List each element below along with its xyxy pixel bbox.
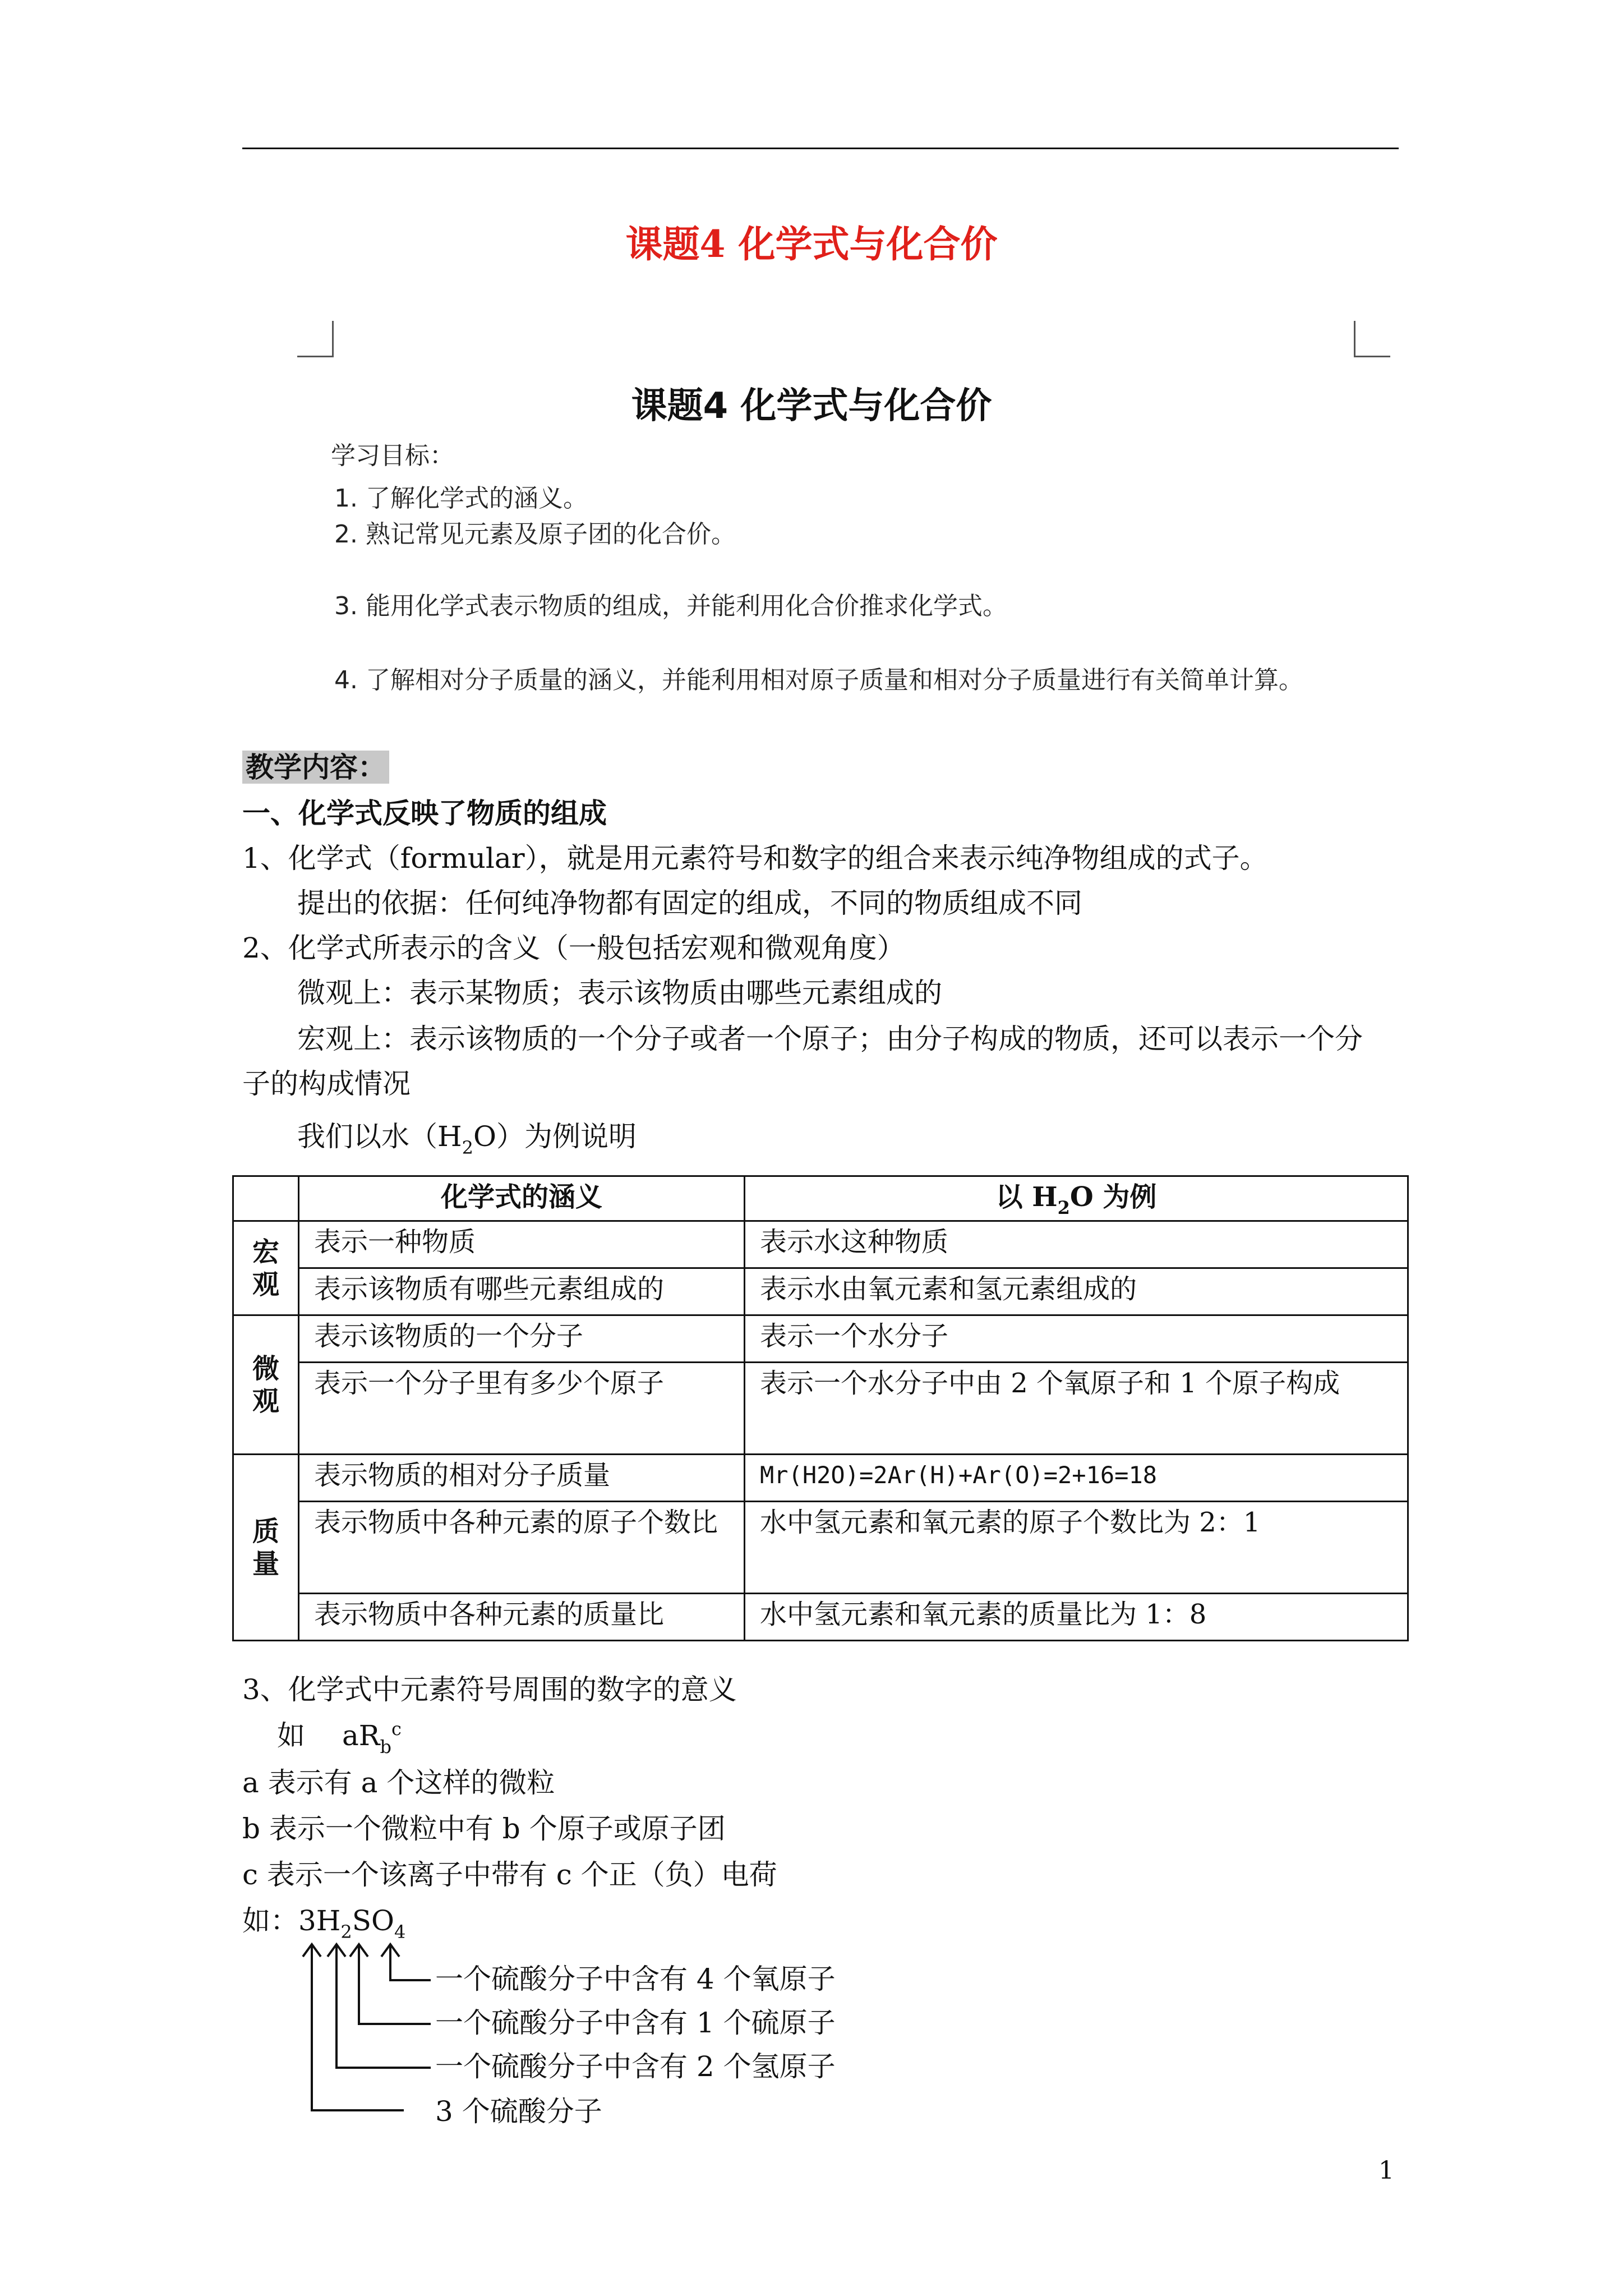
paragraph-1: 1、化学式（formular），就是用元素符号和数字的组合来表示纯净物组成的式子。 xyxy=(242,842,1268,875)
objective-1: 1. 了解化学式的涵义。 xyxy=(334,484,588,513)
table-cell: 表示物质中各种元素的原子个数比 xyxy=(299,1502,745,1594)
table-cell: 表示一个分子里有多少个原子 xyxy=(299,1363,745,1455)
table-header-meaning: 化学式的涵义 xyxy=(299,1176,745,1221)
table-cell: 水中氢元素和氧元素的质量比为 1：8 xyxy=(745,1594,1408,1641)
meaning-c: c 表示一个该离子中带有 c 个正（负）电荷 xyxy=(242,1858,777,1891)
table-cell: 表示一种物质 xyxy=(299,1221,745,1268)
category-mass: 质量 xyxy=(233,1455,299,1641)
table-cell: Mr(H2O)=2Ar(H)+Ar(O)=2+16=18 xyxy=(745,1455,1408,1502)
paragraph-7: 我们以水$(H_2O)$为例说明 xyxy=(297,1120,637,1158)
table-cell: 表示水由氧元素和氢元素组成的 xyxy=(745,1268,1408,1315)
objective-4: 4. 了解相对分子质量的涵义，并能利用相对原子质量和相对分子质量进行有关简单计算。 xyxy=(334,666,1303,694)
meaning-b: b 表示一个微粒中有 b 个原子或原子团 xyxy=(242,1812,726,1845)
h2so4-example: 如：$3H_2SO_4$ xyxy=(242,1904,406,1943)
section-heading: 一、化学式反映了物质的组成 xyxy=(242,797,607,830)
paragraph-6: 子的构成情况 xyxy=(242,1068,411,1100)
paragraph-5: 宏观上：表示该物质的一个分子或者一个原子；由分子构成的物质，还可以表示一个分 xyxy=(297,1023,1363,1055)
image-title: 课题4 化学式与化合价 xyxy=(631,385,992,427)
paragraph-2: 提出的依据：任何纯净物都有固定的组成，不同的物质组成不同 xyxy=(297,887,1082,919)
objective-2: 2. 熟记常见元素及原子团的化合价。 xyxy=(334,520,736,549)
table-cell: 表示该物质有哪些元素组成的 xyxy=(299,1268,745,1315)
table-cell: 表示一个水分子中由 2 个氧原子和 1 个原子构成 xyxy=(745,1363,1408,1455)
page-number: 1 xyxy=(1378,2156,1394,2185)
annotation-hydrogen: 一个硫酸分子中含有 2 个氢原子 xyxy=(435,2050,836,2083)
annotation-sulfur: 一个硫酸分子中含有 1 个硫原子 xyxy=(435,2007,836,2039)
teaching-label: 教学内容： xyxy=(242,751,389,784)
table-cell: 表示物质的相对分子质量 xyxy=(299,1455,745,1502)
table-cell: 表示水这种物质 xyxy=(745,1221,1408,1268)
section3-heading: 3、化学式中元素符号周围的数字的意义 xyxy=(242,1673,737,1706)
paragraph-4: 微观上：表示某物质；表示该物质由哪些元素组成的 xyxy=(297,977,942,1009)
table-cell: 表示物质中各种元素的质量比 xyxy=(299,1594,745,1641)
page-title: 课题4 化学式与化合价 xyxy=(625,222,998,266)
category-macro: 宏观 xyxy=(233,1221,299,1315)
table-header-example: 以 $H_2O$ 为例 xyxy=(745,1176,1408,1221)
annotation-molecules: 3 个硫酸分子 xyxy=(435,2095,602,2128)
meaning-a: a 表示有 a 个这样的微粒 xyxy=(242,1766,555,1799)
paragraph-3: 2、化学式所表示的含义（一般包括宏观和微观角度） xyxy=(242,932,905,964)
formula-example: 如 $aR_b^c$ xyxy=(277,1718,402,1757)
objective-3: 3. 能用化学式表示物质的组成，并能利用化合价推求化学式。 xyxy=(334,592,1007,620)
annotation-oxygen: 一个硫酸分子中含有 4 个氧原子 xyxy=(435,1963,836,1995)
table-cell: 表示该物质的一个分子 xyxy=(299,1315,745,1363)
category-micro: 微观 xyxy=(233,1315,299,1455)
table-cell: 表示一个水分子 xyxy=(745,1315,1408,1363)
objectives-label: 学习目标： xyxy=(331,441,454,470)
table-cell: 水中氢元素和氧元素的原子个数比为 2：1 xyxy=(745,1502,1408,1594)
